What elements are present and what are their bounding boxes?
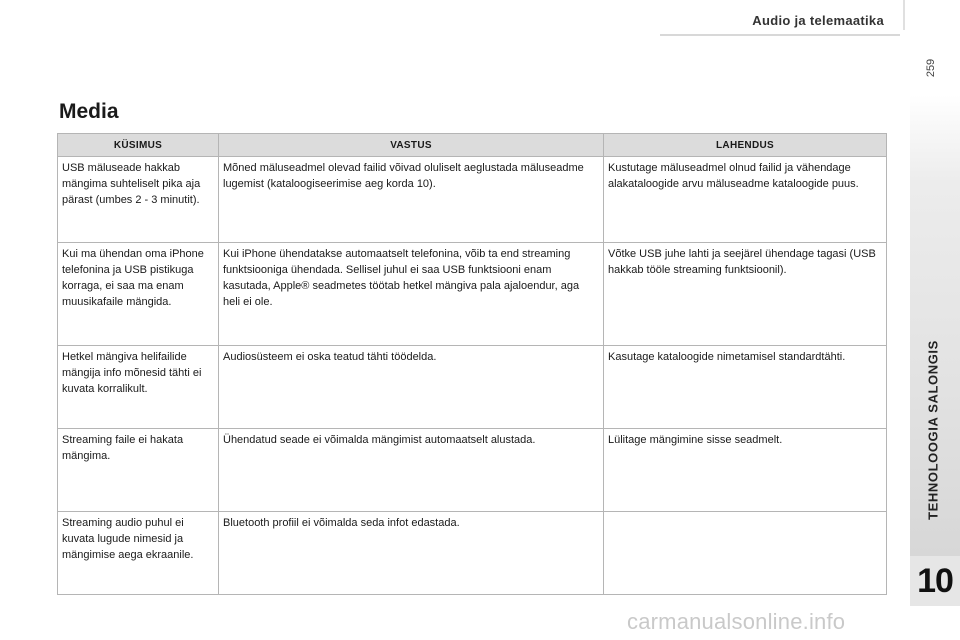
table-row (58, 346, 887, 429)
question-cell: Streaming audio puhul ei kuvata lugude nimesid ja mängimise aega ekraanile. (58, 512, 219, 595)
answer-cell: Kui iPhone ühendatakse automaatselt telefonina, võib ta end streaming funktsiooniga ühendada. Sellisel juhul ei saa USB funktsiooni enam kasutada, Apple® seadmetes töötab hetkel mängiva pala ajaloendur, aga heli ei ole. (219, 243, 604, 346)
solution-cell: Kustutage mäluseadmel olnud failid ja vähendage alakataloogide arvu mäluseadme kataloogide puus. (604, 157, 887, 243)
column-header-solution: LAHENDUS (604, 134, 887, 157)
table-row (58, 243, 887, 346)
chapter-number: 10 (917, 561, 953, 600)
question-cell: Streaming faile ei hakata mängima. (58, 429, 219, 512)
troubleshooting-table (57, 133, 887, 595)
answer-cell: Mõned mäluseadmel olevad failid võivad oluliselt aeglustada mäluseadme lugemist (kataloogiseerimise aeg korda 10). (219, 157, 604, 243)
solution-cell: Lülitage mängimine sisse seadmelt. (604, 429, 887, 512)
table-row (58, 157, 887, 243)
solution-cell (604, 512, 887, 595)
table-header-row (58, 134, 887, 157)
question-cell: Hetkel mängiva helifailide mängija info mõnesid tähti ei kuvata korralikult. (58, 346, 219, 429)
watermark: carmanualsonline.info (627, 609, 846, 634)
table-row (58, 429, 887, 512)
column-header-answer: VASTUS (219, 134, 604, 157)
strip-top-rule (903, 0, 905, 30)
chapter-tab (910, 556, 960, 606)
column-header-question: KÜSIMUS (58, 134, 219, 157)
header-rule (660, 34, 900, 36)
question-cell: Kui ma ühendan oma iPhone telefonina ja USB pistikuga korraga, ei saa ma enam muusikafaile mängida. (58, 243, 219, 346)
table-row (58, 512, 887, 595)
answer-cell: Audiosüsteem ei oska teatud tähti töödelda. (219, 346, 604, 429)
running-header: Audio ja telemaatika (752, 13, 884, 28)
question-cell: USB mäluseade hakkab mängima suhteliselt pika aja pärast (umbes 2 - 3 minutit). (58, 157, 219, 243)
solution-cell: Võtke USB juhe lahti ja seejärel ühendage tagasi (USB hakkab tööle streaming funktsioonil). (604, 243, 887, 346)
answer-cell: Bluetooth profiil ei võimalda seda infot edastada. (219, 512, 604, 595)
answer-cell: Ühendatud seade ei võimalda mängimist automaatselt alustada. (219, 429, 604, 512)
page-title: Media (59, 100, 119, 123)
side-tab-section-label: TEHNOLOOGIA SALONGIS (925, 340, 941, 520)
solution-cell: Kasutage kataloogide nimetamisel standardtähti. (604, 346, 887, 429)
page-number: 259 (925, 58, 938, 78)
